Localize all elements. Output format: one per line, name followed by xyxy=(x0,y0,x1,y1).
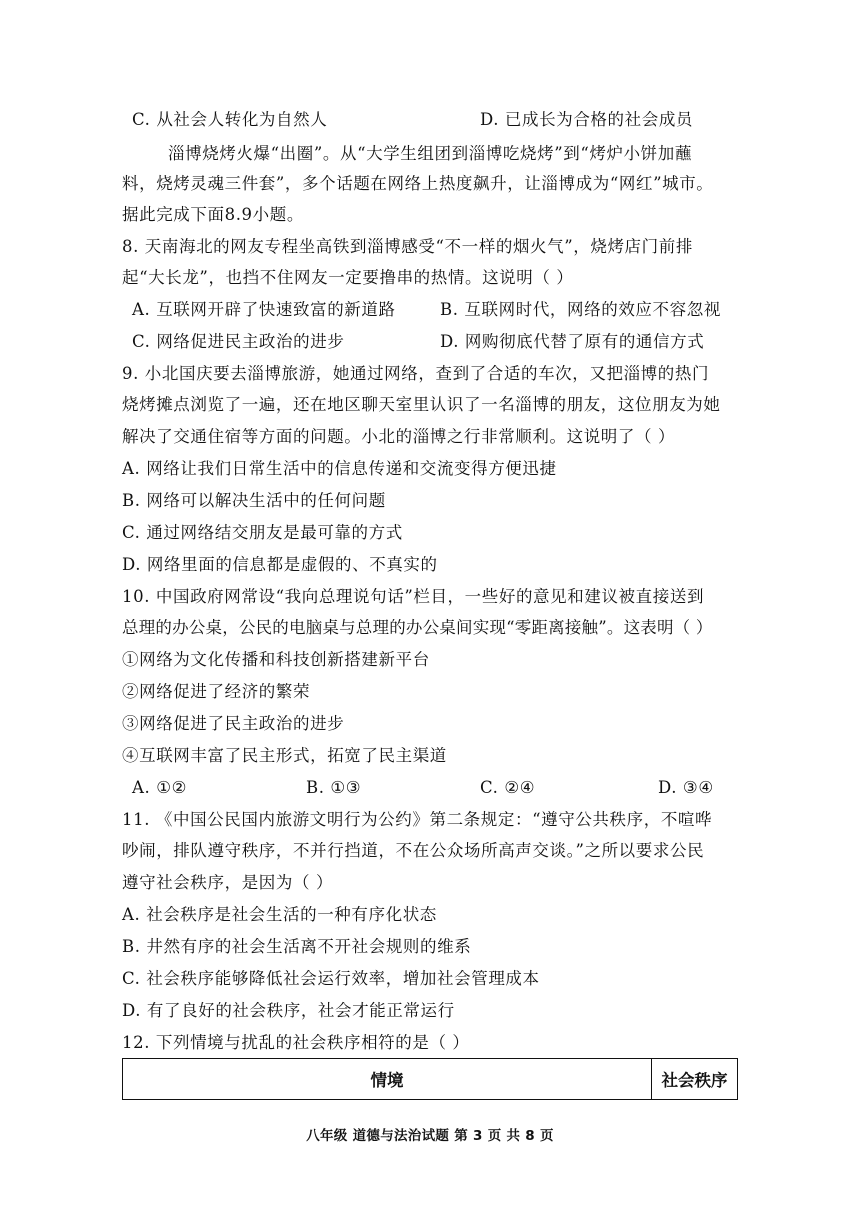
q11-stem-line-1: 11. 《中国公民国内旅游文明行为公约》第二条规定：“遵守公共秩序，不喧哗 xyxy=(122,810,713,829)
q10-statement-1: ①网络为文化传播和科技创新搭建新平台 xyxy=(122,650,430,669)
q8-option-b: B. 互联网时代，网络的效应不容忽视 xyxy=(440,300,721,319)
q8-stem-line-1: 8. 天南海北的网友专程坐高铁到淄博感受“不一样的烟火气”，烧烤店门前排 xyxy=(122,237,693,256)
q10-statement-2: ②网络促进了经济的繁荣 xyxy=(122,682,311,701)
q8-options-row-cd xyxy=(122,330,742,354)
q11-option-d: D. 有了良好的社会秩序，社会才能正常运行 xyxy=(122,1001,455,1020)
q10-option-a: A. ①② xyxy=(132,778,187,797)
q9-stem-line-2: 烧烤摊点浏览了一遍，还在地区聊天室里认识了一名淄博的朋友，这位朋友为她 xyxy=(122,395,721,414)
q10-options-row xyxy=(122,776,742,800)
q7-options-row-cd xyxy=(122,108,742,132)
q11-stem-line-2: 吵闹，排队遵守秩序，不并行挡道，不在公众场所高声交谈。”之所以要求公民 xyxy=(122,841,705,860)
q9-option-d: D. 网络里面的信息都是虚假的、不真实的 xyxy=(122,555,438,574)
q9-stem-line-3: 解决了交通住宿等方面的问题。小北的淄博之行非常顺利。这说明了（ ） xyxy=(122,427,676,446)
q12-table-header-scenario: 情境 xyxy=(123,1059,652,1099)
q10-statement-3: ③网络促进了民主政治的进步 xyxy=(122,714,345,733)
q8-stem-line-2: 起“大长龙”，也挡不住网友一定要撸串的热情。这说明（ ） xyxy=(122,268,574,287)
q11-stem-line-3: 遵守社会秩序，是因为（ ） xyxy=(122,873,334,892)
q11-option-a: A. 社会秩序是社会生活的一种有序化状态 xyxy=(122,905,437,924)
q10-stem-line-2: 总理的办公桌，公民的电脑桌与总理的办公桌间实现“零距离接触”。这表明（ ） xyxy=(122,618,713,637)
q10-stem-line-1: 10. 中国政府网常设“我向总理说句话”栏目，一些好的意见和建议被直接送到 xyxy=(122,587,705,606)
q12-stem: 12. 下列情境与扰乱的社会秩序相符的是（ ） xyxy=(122,1033,470,1052)
q7-option-c: C. 从社会人转化为自然人 xyxy=(132,110,328,129)
q8-option-d: D. 网购彻底代替了原有的通信方式 xyxy=(440,332,705,351)
q10-statement-4: ④互联网丰富了民主形式，拓宽了民主渠道 xyxy=(122,746,447,765)
q9-option-b: B. 网络可以解决生活中的任何问题 xyxy=(122,491,386,510)
q8-option-a: A. 互联网开辟了快速致富的新道路 xyxy=(132,300,396,319)
q8-option-c: C. 网络促进民主政治的进步 xyxy=(132,332,345,351)
passage-line-3: 据此完成下面8.9小题。 xyxy=(122,205,304,224)
q12-table-header-social-order: 社会秩序 xyxy=(661,1071,728,1090)
q12-table xyxy=(122,1058,738,1100)
passage-line-2: 料，烧烤灵魂三件套”，多个话题在网络上热度飙升，让淄博成为“网红”城市。 xyxy=(122,174,714,193)
q7-option-d: D. 已成长为合格的社会成员 xyxy=(480,110,694,129)
page-footer: 八年级 道德与法治试题 第 3 页 共 8 页 xyxy=(306,1128,554,1144)
q10-option-c: C. ②④ xyxy=(480,778,536,797)
passage-line-1: 淄博烧烤火爆“出圈”。从“大学生组团到淄博吃烧烤”到“烤炉小饼加蘸 xyxy=(168,144,692,163)
q9-option-a: A. 网络让我们日常生活中的信息传递和交流变得方便迅捷 xyxy=(122,459,557,478)
q8-options-row-ab xyxy=(122,298,742,322)
q11-option-b: B. 井然有序的社会生活离不开社会规则的维系 xyxy=(122,937,472,956)
q10-option-b: B. ①③ xyxy=(306,778,362,797)
q9-option-c: C. 通过网络结交朋友是最可靠的方式 xyxy=(122,523,403,542)
q10-option-d: D. ③④ xyxy=(658,778,714,797)
q11-option-c: C. 社会秩序能够降低社会运行效率，增加社会管理成本 xyxy=(122,969,540,988)
q9-stem-line-1: 9. 小北国庆要去淄博旅游，她通过网络，查到了合适的车次，又把淄博的热门 xyxy=(122,364,710,383)
